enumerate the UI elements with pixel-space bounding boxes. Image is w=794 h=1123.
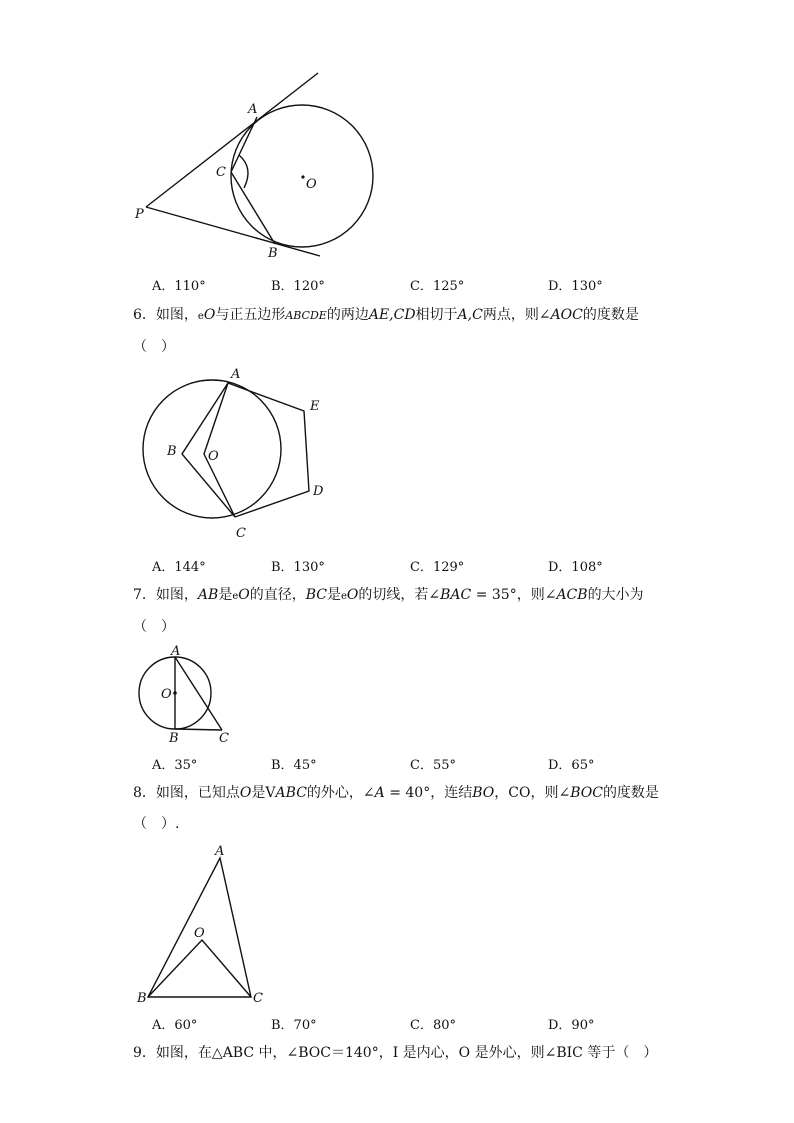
q7-option-c[interactable]: C．55° <box>410 758 456 773</box>
q6-options <box>0 556 794 576</box>
q6-figure <box>0 360 794 550</box>
q7-question <box>133 580 673 643</box>
q7-angle-symbol: ∠ <box>544 587 557 603</box>
q7-text-6: ，则 <box>516 587 545 603</box>
q7-label-a: A <box>171 644 181 659</box>
q5-tangent-pb <box>146 207 320 256</box>
q7-var-bc: BC <box>305 587 327 603</box>
q8-angle-symbol-2: ∠ <box>558 785 571 801</box>
q5-chord-ac <box>231 117 257 172</box>
q6-number: 6． <box>133 307 156 323</box>
q7-option-a[interactable]: A．35° <box>152 758 198 773</box>
q7-var-o-1: O <box>238 587 250 603</box>
q5-label-b: B <box>268 246 278 261</box>
q6-circle-symbol: e <box>197 311 204 322</box>
q7-number: 7． <box>133 587 156 603</box>
q7-text-7: 的大小为 <box>587 587 644 603</box>
q8-label-c: C <box>253 991 263 1006</box>
q8-var-abc: ABC <box>275 785 307 801</box>
q6-answer-paren: （ ） <box>133 339 175 355</box>
q6-label-b: B <box>167 444 177 459</box>
q6-option-d[interactable]: D．108° <box>548 560 603 575</box>
q6-label-e: E <box>310 399 320 414</box>
q8-text-3: 的外心， <box>306 785 363 801</box>
q5-arc-ac <box>239 155 248 188</box>
q5-option-b[interactable]: B．120° <box>271 279 325 294</box>
q6-question <box>133 300 673 363</box>
q5-option-d[interactable]: D．130° <box>548 279 603 294</box>
q6-option-c[interactable]: C．129° <box>410 560 465 575</box>
q7-answer-paren: （ ） <box>133 619 175 635</box>
q6-label-o: O <box>208 449 219 464</box>
q6-pentagon-edges <box>228 383 309 517</box>
q7-text-1: 如图， <box>155 587 198 603</box>
q6-text-4: 相切于 <box>415 307 458 323</box>
q6-option-a[interactable]: A．144° <box>152 560 206 575</box>
q8-label-a: A <box>215 844 225 859</box>
q9-text: 如图，在△ABC 中，∠BOC＝140°，I 是内心，O 是外心，则∠BIC 等于（ ） <box>155 1045 658 1061</box>
q8-text-6: 的度数是 <box>602 785 659 801</box>
q8-var-boc: BOC <box>570 785 603 801</box>
q8-text-5: ，CO，则 <box>494 785 559 801</box>
q5-option-a[interactable]: A．110° <box>152 279 206 294</box>
q8-angle-symbol-1: ∠ <box>362 785 375 801</box>
q5-center-dot <box>301 175 304 178</box>
q7-center-dot <box>173 691 177 695</box>
q7-figure <box>0 640 794 750</box>
q8-var-o: O <box>239 785 252 801</box>
q8-var-a: A <box>374 785 385 801</box>
q8-triangle-symbol: V <box>265 785 276 801</box>
q8-var-bo: BO <box>472 785 495 801</box>
q9-question <box>133 1038 673 1069</box>
q5-label-c: C <box>216 165 226 180</box>
q7-option-d[interactable]: D．65° <box>548 758 595 773</box>
q7-var-ab: AB <box>197 587 219 603</box>
q6-var-ae-cd: AE,CD <box>368 307 416 323</box>
q7-circle-symbol-1: e <box>232 591 239 602</box>
q6-var-aoc: AOC <box>550 307 583 323</box>
q7-text-4: 是 <box>327 587 341 603</box>
q7-text-5: 的切线，若 <box>358 587 429 603</box>
q7-line-ac <box>175 657 222 730</box>
q8-figure <box>0 838 794 1008</box>
q6-text-2: 与正五边形 <box>215 307 286 323</box>
q7-options <box>0 754 794 774</box>
q6-label-d: D <box>313 484 324 499</box>
q8-label-o: O <box>194 926 205 941</box>
q8-option-c[interactable]: C．80° <box>410 1018 456 1033</box>
q8-text-4: ，连结 <box>430 785 473 801</box>
q6-option-b[interactable]: B．130° <box>271 560 325 575</box>
q7-circle-symbol-2: e <box>341 591 347 602</box>
q7-label-c: C <box>219 731 229 746</box>
q6-text-5: 两点，则 <box>482 307 539 323</box>
q6-var-a-c: A,C <box>457 307 483 323</box>
q6-text-3: 的两边 <box>326 307 369 323</box>
q8-number: 8． <box>133 785 156 801</box>
q7-var-acb: ACB <box>556 587 588 603</box>
q8-answer-paren: （ ）. <box>133 816 180 832</box>
q8-options <box>0 1014 794 1034</box>
q7-label-o: O <box>161 687 172 702</box>
q8-option-b[interactable]: B．70° <box>271 1018 317 1033</box>
q7-angle-value: = 35° <box>471 587 517 603</box>
q5-label-o: O <box>306 177 317 192</box>
q6-label-a: A <box>231 367 241 382</box>
q8-text-1: 如图，已知点 <box>155 785 240 801</box>
q7-text-3: 的直径， <box>249 587 306 603</box>
q7-var-o-2: O <box>346 587 359 603</box>
q5-figure <box>0 0 794 270</box>
q8-option-d[interactable]: D．90° <box>548 1018 595 1033</box>
q8-text-2: 是 <box>251 785 266 801</box>
q6-var-abcde: ABCDE <box>285 309 327 322</box>
q6-text-1: 如图， <box>155 307 198 323</box>
q8-label-b: B <box>137 991 147 1006</box>
q6-text-6: 的度数是 <box>582 307 639 323</box>
q7-label-b: B <box>169 731 179 746</box>
q5-label-p: P <box>135 207 144 222</box>
q8-option-a[interactable]: A．60° <box>152 1018 198 1033</box>
q9-number: 9． <box>133 1045 156 1061</box>
q5-label-a: A <box>248 102 258 117</box>
q8-question <box>133 778 673 840</box>
q7-text-2: 是 <box>218 587 233 603</box>
q7-angle-bac: ∠BAC <box>428 587 472 603</box>
q6-label-c: C <box>236 526 246 541</box>
q8-angle-value: = 40° <box>384 785 431 801</box>
q7-option-b[interactable]: B．45° <box>271 758 317 773</box>
q6-angle-symbol: ∠ <box>538 307 551 323</box>
q5-options <box>0 275 794 295</box>
q7-tangent-bc <box>175 729 222 730</box>
q5-option-c[interactable]: C．125° <box>410 279 465 294</box>
q6-var-o: O <box>203 307 216 323</box>
